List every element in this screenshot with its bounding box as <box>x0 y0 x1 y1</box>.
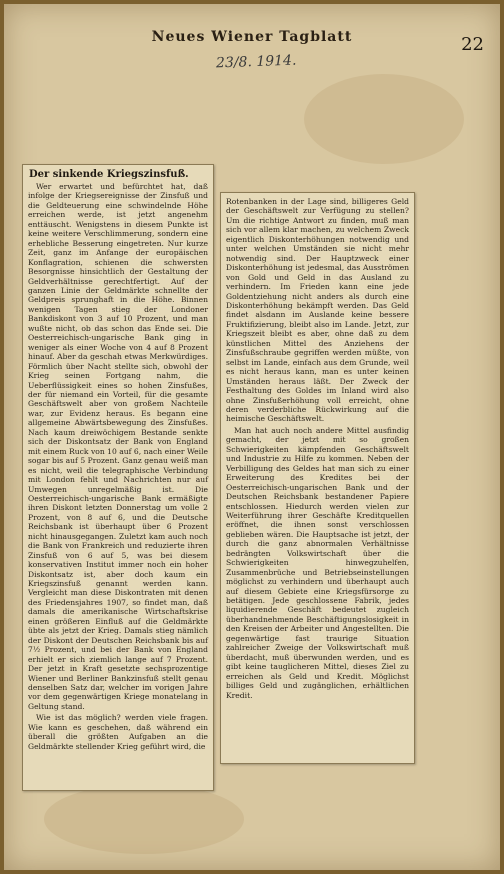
paragraph: Wie ist das möglich? werden viele fragen. Wie kann es geschehen, daß während ein überall die größten Aufgaben an die Geldmärkte stellender Krieg geführt wird, die <box>28 713 208 751</box>
clipping-left-column <box>22 164 214 791</box>
article-headline: Der sinkende Kriegszinsfuß. <box>29 169 189 180</box>
paragraph: Wer erwartet und befürchtet hat, daß infolge der Kriegsereignisse der Zinsfuß und die Geldteuerung eine schwindelnde Höhe erreichen werde, ist jetzt angenehm enttäuscht. Wenigstens in diesem Punkte ist keine weitere Verschlimmerung, sondern eine erhebliche Besserung eingetreten. Nur kurze Zeit, ganz im Anfange der europäischen Konflagration, schienen die schwersten Besorgnisse hinsichtlich der Gestaltung der Geldverhältnisse gerechtfertigt. Auf der ganzen Linie der Geldmärkte schnellte der Geldpreis sprunghaft in die Höhe. Binnen wenigen Tagen stieg der Londoner Bankdiskont von 3 auf 10 Prozent, und man wußte nicht, ob das schon das Ende sei. Die Oesterreichisch-ungarische Bank ging in weniger als einer Woche von 4 auf 8 Prozent hinauf. Aber da geschah etwas Merkwürdiges. Förmlich über Nacht stellte sich, obwohl der Krieg seinen Fortgang nahm, die Ueberflüssigkeit eines so hohen Zinsfußes, der für niemand ein Vorteil, für die gesamte Geschäftswelt aber von großem Nachteile war, zur Evidenz heraus. Es begann eine allgemeine Abwärtsbewegung des Zinsfußes. Nach kaum dreiwöchigem Bestande senkte sich der Diskontsatz der Bank von England mit einem Ruck von 10 auf 6, nach einer Weile sogar bis auf 5 Prozent. Ganz genau weiß man es nicht, weil die telegraphische Verbindung mit London fehlt und Nachrichten nur auf Umwegen unregelmäßig ist. Die Oesterreichisch-ungarische Bank ermäßigte ihren Diskont letzten Donnerstag um volle 2 Prozent, von 8 auf 6, und die Deutsche Reichsbank ist überhaupt über 6 Prozent nicht hinausgegangen. Zuletzt kam auch noch die Bank von Frankreich und reduzierte ihren Zinsfuß von 6 auf 5, was bei diesem konservativen Institut immer noch ein hoher Diskontsatz ist, aber doch kaum ein Kriegszinsfuß genannt werden kann. Vergleicht man diese Diskontraten mit denen des Friedensjahres 1907, so findet man, daß damals die amerikanische Wirtschaftskrise einen größeren Einfluß auf die Geldmärkte übte als jetzt der Krieg. Damals stieg nämlich der Diskont der Deutschen Reichsbank bis auf 7½ Prozent, und bei der Bank von England erhielt er sich ziemlich lange auf 7 Prozent. Der jetzt in Kraft gesetzte sechsprozentige Wiener und Berliner Bankzinsfuß stellt genau denselben Satz dar, welcher im vorigen Jahre vor dem gegenwärtigen Kriege monatelang in Geltung stand. <box>28 182 208 711</box>
page-number: 22 <box>461 34 484 55</box>
paper-stain <box>44 784 244 854</box>
newspaper-masthead: Neues Wiener Tagblatt <box>151 29 353 45</box>
paragraph: Man hat auch noch andere Mittel ausfindig gemacht, der jetzt mit so großen Schwierigkeiten kämpfenden Geschäftswelt und Industrie zu Hilfe zu kommen. Neben der Verbilligung des Geldes hat man sich zu einer Erweiterung des Kredites bei der Oesterreichisch-ungarischen Bank und der Deutschen Reichsbank bestandener Papiere entschlossen. Hiedurch werden vielen zur Weiterführung ihrer Geschäfte Kreditquellen eröffnet, die ihnen sonst verschlossen geblieben wären. Die Hauptsache ist jetzt, der durch die ganz abnormalen Verhältnisse bedrängten Volkswirtschaft über die Schwierigkeiten hinwegzuhelfen, Zusammenbrüche und Betriebseinstellungen möglichst zu verhindern und überhaupt auch auf diesem Gebiete eine Kriegsfürsorge zu betätigen. Jede geschlossene Fabrik, jedes liquidierende Geschäft bedeutet zugleich überhandnehmende Beschäftigungslosigkeit in den Kreisen der Arbeiter und Angestellten. Die gegenwärtige fast traurige Situation zahlreicher Zweige der Volkswirtschaft muß überdacht, muß überwunden werden, und es gibt keine tauglicheren Mittel, dieses Ziel zu erreichen als Geld und Kredit. Möglichst billiges Geld und zugänglichen, erhältlichen Kredit. <box>226 425 409 700</box>
handwritten-date: 23/8. 1914. <box>215 52 297 72</box>
paper-stain <box>304 74 464 164</box>
newspaper-page <box>4 4 500 870</box>
paragraph: Rotenbanken in der Lage sind, billigeres Geld der Geschäftswelt zur Verfügung zu stellen? Um die richtige Antwort zu finden, muß man sich vor allem klar machen, zu welchem Zweck eigentlich Diskonterhöhungen notwendig und unter welchen Umständen sie nicht mehr notwendig sind. Der Hauptzweck einer Diskonterhöhung ist jedesmal, das Ausströmen von Gold und Geld in das Ausland zu verhindern. Im Frieden kann eine jede Goldentziehung nicht anders als durch eine Diskonterhöhung bekämpft werden. Das Geld findet alsdann im Auslande keine bessere Fruktifizierung, bleibt also im Lande. Jetzt, zur Kriegszeit bleibt es aber, ohne daß zu dem künstlichen Mittel des Anziehens der Zinsfußschraube gegriffen werden müßte, von selbst im Lande, einfach aus dem Grunde, weil es nicht heraus kann, man es unter keinen Umständen heraus läßt. Der Zweck der Festhaltung des Goldes im Inland wird also ohne Zinsfußerhöhung voll erreicht, ohne deren verderbliche Rückwirkung auf die heimische Geschäftswelt. <box>226 197 409 424</box>
clipping-right-column <box>220 192 415 764</box>
right-column-text <box>226 197 409 700</box>
left-column-text <box>28 182 208 751</box>
